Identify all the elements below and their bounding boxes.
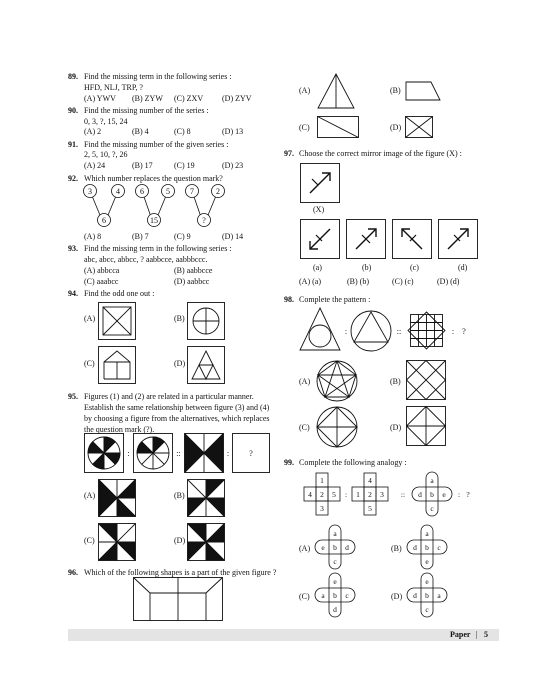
question-text: Which of the following shapes is a part of the given figure ?: [84, 568, 277, 577]
question-number: 90.: [68, 106, 78, 115]
option-c-label[interactable]: (C): [299, 592, 310, 601]
cell: b: [430, 490, 434, 499]
option-d[interactable]: (D) 23: [222, 161, 244, 170]
cell: 4: [308, 490, 312, 499]
question-text: Find the missing term in the following series :: [84, 72, 232, 81]
separator: ::: [400, 490, 406, 499]
option-c[interactable]: (C) 19: [174, 161, 195, 170]
pattern-sequence-figure: [298, 306, 470, 354]
question-number: 95.: [68, 392, 78, 401]
analogy-figure-a[interactable]: [98, 479, 136, 517]
cell: d: [345, 543, 349, 552]
question-mark: ?: [466, 490, 470, 499]
cell: d: [413, 543, 417, 552]
pattern-option-d[interactable]: [406, 406, 446, 446]
question-number: 99.: [284, 458, 294, 467]
question-line: Establish the same relationship between figure (3) and (4): [84, 403, 270, 412]
cell: d: [333, 605, 337, 614]
mirror-option-d: [439, 220, 478, 259]
question-number: 93.: [68, 244, 78, 253]
cell: d: [413, 591, 417, 600]
question-text: Complete the following analogy :: [299, 458, 407, 467]
analogy-figure-d[interactable]: [187, 523, 225, 561]
odd-figure-c[interactable]: [98, 346, 136, 384]
pattern-option-a[interactable]: [316, 360, 358, 402]
option-c[interactable]: (C) ZXV: [174, 94, 204, 103]
figure-label-c: (c): [410, 263, 419, 272]
option-a[interactable]: (A) 24: [84, 161, 106, 170]
question-mark: ?: [462, 327, 466, 336]
question-text: Find the odd one out :: [84, 289, 155, 298]
cell: d: [418, 490, 422, 499]
question-number: 91.: [68, 140, 78, 149]
question-text: Complete the pattern :: [299, 295, 371, 304]
option-c-label[interactable]: (C): [84, 536, 95, 545]
option-a-label[interactable]: (A): [299, 544, 311, 553]
option-b-label[interactable]: (B): [390, 377, 401, 386]
option-b-label[interactable]: (B): [391, 544, 402, 553]
option-a[interactable]: (A) YWV: [84, 94, 116, 103]
node-label: 6: [102, 216, 106, 225]
figure-label-a: (a): [313, 263, 322, 272]
odd-figure-a[interactable]: [98, 302, 136, 340]
cell: 3: [320, 504, 324, 513]
cell: b: [425, 543, 429, 552]
separator: :: [344, 327, 348, 336]
given-shape-figure: [133, 577, 223, 621]
option-c-label[interactable]: (C): [299, 123, 310, 132]
option-a-label[interactable]: (A): [299, 86, 311, 95]
analogy-figure-b[interactable]: [187, 479, 225, 517]
question-text: Which number replaces the question mark?: [84, 174, 223, 183]
number-tree-figure: [80, 183, 255, 231]
option-d-label[interactable]: (D): [390, 123, 402, 132]
option-b-label[interactable]: (B): [174, 314, 185, 323]
question-text: Find the missing term in the following series :: [84, 244, 232, 253]
option-d-label[interactable]: (D): [174, 536, 186, 545]
option-d[interactable]: (D) 14: [222, 232, 244, 241]
figure-label-d: (d): [458, 263, 468, 272]
option-d[interactable]: (D) ZYV: [222, 94, 252, 103]
question-line: by choosing a figure from the alternatives, which replaces: [84, 414, 270, 423]
cell: e: [321, 543, 325, 552]
mirror-source-figure: [300, 163, 340, 203]
option-b-label[interactable]: (B): [174, 491, 185, 500]
option-c-label[interactable]: (C): [299, 423, 310, 432]
cell: e: [333, 577, 337, 586]
mirror-option-a: [301, 220, 340, 259]
option-b[interactable]: (B) 17: [132, 161, 153, 170]
question-number: 92.: [68, 174, 78, 183]
cell: a: [437, 591, 441, 600]
option-a[interactable]: (A) 8: [84, 232, 102, 241]
node-label: 4: [116, 187, 120, 196]
series: abc, abcc, abbcc, ? aabbcce, aabbbccc.: [84, 255, 208, 264]
footer-label: Paper: [450, 630, 471, 639]
cell: 2: [368, 490, 372, 499]
option-d[interactable]: (D) (d): [437, 277, 460, 286]
separator: :: [451, 327, 455, 336]
option-d-label[interactable]: (D): [174, 359, 186, 368]
cell: 2: [320, 490, 324, 499]
series: 0, 3, ?, 15, 24: [84, 117, 128, 126]
pattern-option-b[interactable]: [406, 360, 446, 400]
option-a-label[interactable]: (A): [84, 314, 96, 323]
option-c-label[interactable]: (C): [84, 359, 95, 368]
question-number: 98.: [284, 295, 294, 304]
cell: 1: [320, 476, 324, 485]
option-a-label[interactable]: (A): [84, 491, 96, 500]
cell: a: [425, 529, 429, 538]
mirror-option-c: [393, 220, 432, 259]
cell: a: [430, 476, 434, 485]
node-label: 7: [190, 187, 194, 196]
separator: ::: [176, 449, 181, 458]
pattern-option-c[interactable]: [316, 406, 358, 448]
option-d-label[interactable]: (D): [390, 423, 402, 432]
question-number: 94.: [68, 289, 78, 298]
cell: c: [437, 543, 441, 552]
cell: c: [345, 591, 349, 600]
analogy-figure-c[interactable]: [98, 523, 136, 561]
shape-option-d[interactable]: [405, 116, 433, 138]
analogy-sequence-figure: [84, 433, 270, 473]
question-number: 97.: [284, 149, 294, 158]
cell: a: [333, 529, 337, 538]
option-a[interactable]: (A) abbcca: [84, 266, 120, 275]
option-c[interactable]: (C) (c): [392, 277, 414, 286]
option-a-label[interactable]: (A): [299, 377, 311, 386]
cell: b: [333, 543, 337, 552]
cross-option-b[interactable]: [404, 525, 450, 569]
shape-option-b[interactable]: [405, 81, 441, 101]
node-label: 5: [166, 187, 170, 196]
node-label: 15: [150, 216, 158, 225]
option-d[interactable]: (D) 13: [222, 127, 244, 136]
option-b[interactable]: (B) aabbcce: [174, 266, 213, 275]
option-d-label[interactable]: (D): [391, 592, 403, 601]
series: HFD, NLJ, TRP, ?: [84, 83, 143, 92]
option-b-label[interactable]: (B): [390, 86, 401, 95]
cross-option-c[interactable]: [312, 573, 358, 617]
cell: c: [425, 605, 429, 614]
separator: :: [344, 490, 348, 499]
cross-option-d[interactable]: [404, 573, 450, 617]
question-mark: ?: [249, 449, 253, 458]
node-label: 2: [216, 187, 220, 196]
cell: 5: [332, 490, 336, 499]
question-text: Find the missing number of the series :: [84, 106, 209, 115]
series: 2, 5, 10, ?, 26: [84, 150, 128, 159]
separator: :: [127, 449, 130, 458]
option-b[interactable]: (B) 7: [132, 232, 149, 241]
separator: ::: [396, 327, 402, 336]
page-number: 5: [484, 630, 488, 639]
analogy-cross-figure: [302, 472, 490, 516]
option-c[interactable]: (C) 8: [174, 127, 191, 136]
question-line: the question mark (?).: [84, 425, 155, 434]
cross-option-a[interactable]: [312, 525, 358, 569]
cell: 5: [368, 504, 372, 513]
question-number: 96.: [68, 568, 78, 577]
cell: e: [425, 577, 429, 586]
option-a[interactable]: (A) (a): [299, 277, 321, 286]
separator: :: [457, 490, 461, 499]
option-d[interactable]: (D) aabbcc: [174, 277, 210, 286]
question-line: Figures (1) and (2) are related in a particular manner.: [84, 392, 254, 401]
option-c[interactable]: (C) aaabcc: [84, 277, 119, 286]
cell: a: [321, 591, 325, 600]
footer-separator: |: [476, 630, 478, 639]
cell: c: [430, 504, 434, 513]
cell: e: [442, 490, 446, 499]
node-label: 3: [88, 187, 92, 196]
mirror-option-b: [347, 220, 386, 259]
shape-option-c[interactable]: [317, 116, 359, 138]
option-a[interactable]: (A) 2: [84, 127, 102, 136]
figure-x-label: (X): [313, 205, 325, 214]
cell: 3: [380, 490, 384, 499]
figure-label-b: (b): [362, 263, 372, 272]
shape-option-a[interactable]: [317, 73, 355, 109]
footer-bar: [68, 629, 499, 641]
cell: b: [425, 591, 429, 600]
mirror-options-figure: [300, 219, 478, 259]
question-number: 89.: [68, 72, 78, 81]
option-b[interactable]: (B) (b): [347, 277, 369, 286]
cell: c: [333, 557, 337, 566]
node-label: ?: [202, 216, 206, 225]
option-b[interactable]: (B) ZYW: [132, 94, 163, 103]
node-label: 6: [140, 187, 144, 196]
cell: 1: [356, 490, 360, 499]
cell: e: [425, 557, 429, 566]
option-b[interactable]: (B) 4: [132, 127, 149, 136]
odd-figure-d[interactable]: [187, 346, 225, 384]
option-c[interactable]: (C) 9: [174, 232, 191, 241]
odd-figure-b[interactable]: [187, 302, 225, 340]
separator: :: [226, 449, 230, 458]
question-text: Find the missing number of the given series :: [84, 140, 229, 149]
cell: b: [333, 591, 337, 600]
question-text: Choose the correct mirror image of the figure (X) :: [299, 149, 462, 158]
cell: 4: [368, 476, 372, 485]
